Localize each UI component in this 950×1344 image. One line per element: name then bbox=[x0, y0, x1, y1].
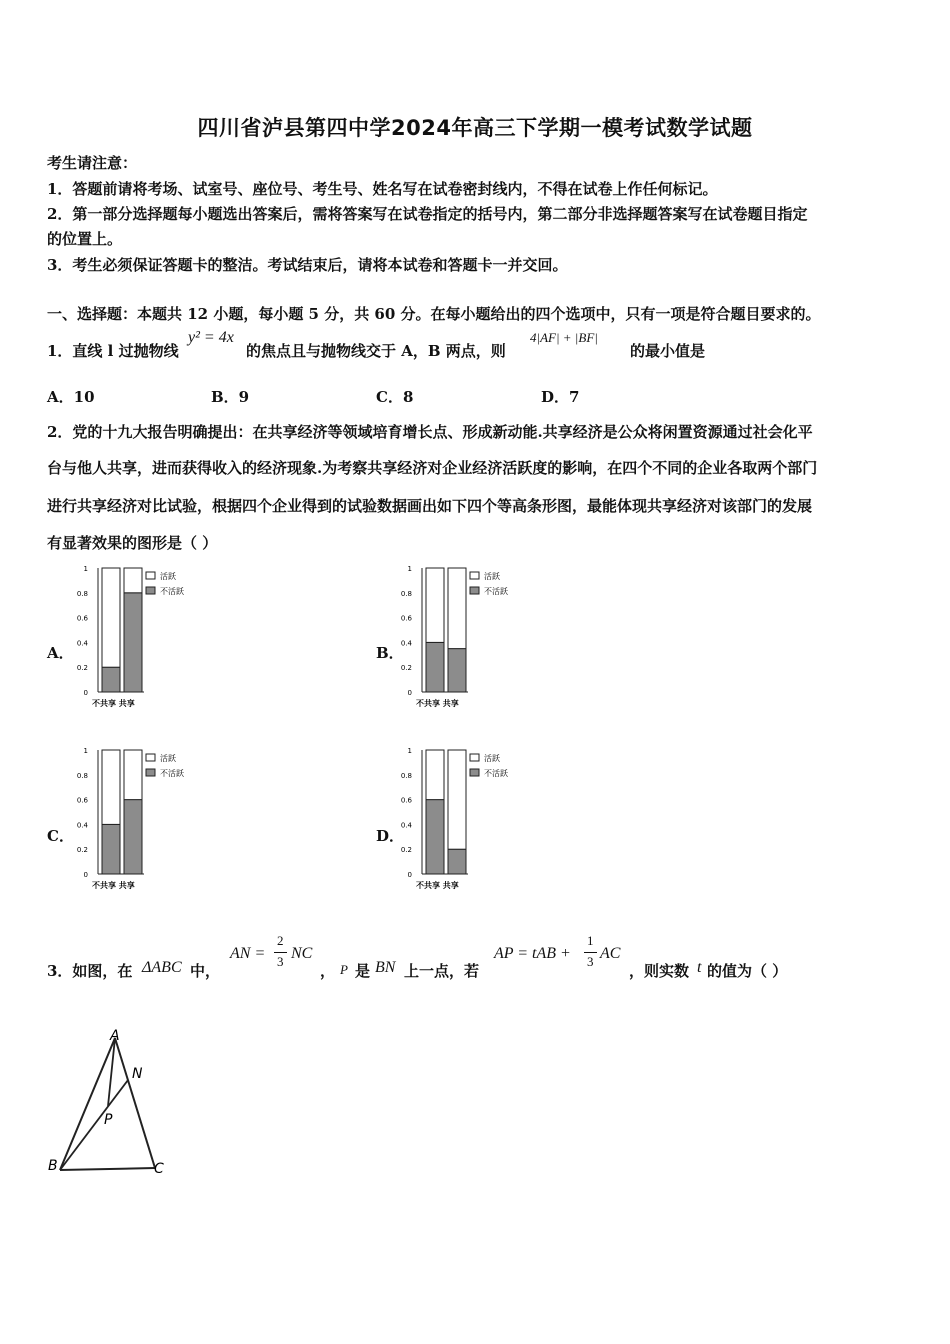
q3-segment-bn: BN bbox=[375, 959, 396, 976]
chart-a bbox=[76, 562, 230, 714]
bar-active bbox=[448, 750, 466, 849]
q1-suffix: 的最小值是 bbox=[630, 342, 706, 360]
y-tick-label: 0.6 bbox=[400, 614, 412, 623]
bar-inactive bbox=[448, 849, 466, 874]
label-n: N bbox=[132, 1066, 143, 1082]
q1-middle: 的焦点且与抛物线交于 A，B 两点，则 bbox=[246, 342, 506, 360]
chart-c bbox=[76, 744, 230, 896]
bar-active bbox=[124, 750, 142, 800]
y-tick-label: 0 bbox=[407, 689, 412, 697]
legend-label-inactive: 不活跃 bbox=[484, 769, 508, 778]
label-c: C bbox=[154, 1161, 164, 1177]
q3-formula1-fraction-bar bbox=[274, 952, 287, 953]
legend-label-active: 活跃 bbox=[160, 572, 176, 581]
y-tick-label: 1 bbox=[407, 565, 412, 573]
q3-triangle: ΔABC bbox=[142, 959, 182, 976]
edge-bc bbox=[60, 1168, 155, 1170]
legend-label-active: 活跃 bbox=[484, 572, 500, 581]
bar-inactive bbox=[426, 800, 444, 874]
label-b: B bbox=[48, 1158, 58, 1174]
bar-active bbox=[448, 568, 466, 649]
y-tick-label: 0.2 bbox=[400, 846, 412, 855]
q2-option-b-label: B． bbox=[376, 644, 404, 662]
legend-label-active: 活跃 bbox=[160, 754, 176, 763]
q1-option-d: D．7 bbox=[541, 388, 580, 406]
q3-formula1-denominator: 3 bbox=[277, 954, 284, 969]
q1-parabola-formula: y² = 4x bbox=[188, 329, 234, 346]
q1-option-b: B．9 bbox=[211, 388, 250, 406]
y-tick-label: 1 bbox=[83, 565, 88, 573]
y-tick-label: 0.2 bbox=[400, 664, 412, 673]
q3-prefix: 3．如图，在 bbox=[47, 962, 133, 980]
legend-swatch-active bbox=[470, 754, 479, 761]
edge-ab bbox=[60, 1038, 115, 1170]
q3-suffix-a: ，则实数 bbox=[629, 962, 690, 980]
q1-prefix: 1．直线 l 过抛物线 bbox=[47, 342, 179, 360]
q2-option-a-label: A． bbox=[47, 644, 74, 662]
q3-formula1-lhs: AN = bbox=[230, 945, 266, 962]
y-tick-label: 0.6 bbox=[76, 614, 88, 623]
q2-line-3: 进行共享经济对比试验，根据四个企业得到的试验数据画出如下四个等高条形图，最能体现共享经济对该部门的发展 bbox=[47, 497, 813, 515]
q3-formula2-rhs: AC bbox=[600, 945, 621, 962]
q3-point-p: P bbox=[340, 962, 348, 977]
legend-swatch-active bbox=[470, 572, 479, 579]
q2-line-1: 2．党的十九大报告明确提出：在共享经济等领域培育增长点、形成新动能.共享经济是公众将闲置资源通过社会化平 bbox=[47, 423, 813, 441]
q3-formula2-lhs: AP = tAB + bbox=[494, 945, 571, 962]
y-tick-label: 0 bbox=[407, 871, 412, 879]
bar-inactive bbox=[448, 649, 466, 692]
label-p: P bbox=[104, 1112, 113, 1128]
q2-option-c-label: C． bbox=[47, 827, 74, 845]
y-tick-label: 1 bbox=[407, 747, 412, 755]
legend-label-inactive: 不活跃 bbox=[160, 587, 184, 596]
y-tick-label: 1 bbox=[83, 747, 88, 755]
q3-formula2-fraction-bar bbox=[584, 952, 597, 953]
q3-middle: 上一点，若 bbox=[404, 962, 480, 980]
x-category-labels: 不共享 共享 bbox=[92, 699, 135, 708]
bar-inactive bbox=[124, 593, 142, 692]
legend-swatch-inactive bbox=[470, 769, 479, 776]
q3-formula2-numerator: 1 bbox=[587, 933, 594, 948]
y-tick-label: 0.2 bbox=[76, 664, 88, 673]
legend-swatch-inactive bbox=[146, 769, 155, 776]
notice-item-3: 3．考生必须保证答题卡的整洁。考试结束后，请将本试卷和答题卡一并交回。 bbox=[47, 256, 568, 274]
edge-ac bbox=[115, 1038, 155, 1168]
bar-active bbox=[102, 568, 120, 667]
q3-comma: ， bbox=[320, 962, 336, 980]
bar-active bbox=[102, 750, 120, 824]
y-tick-label: 0.8 bbox=[76, 589, 88, 598]
y-tick-label: 0.8 bbox=[400, 589, 412, 598]
q3-formula1-numerator: 2 bbox=[277, 933, 284, 948]
q3-suffix-b: 的值为（ ） bbox=[707, 962, 788, 980]
chart-d bbox=[400, 744, 554, 896]
x-category-labels: 不共享 共享 bbox=[416, 699, 459, 708]
y-tick-label: 0.8 bbox=[76, 771, 88, 780]
legend-label-inactive: 不活跃 bbox=[160, 769, 184, 778]
y-tick-label: 0 bbox=[83, 689, 88, 697]
q3-var-t: t bbox=[697, 959, 702, 976]
x-category-labels: 不共享 共享 bbox=[416, 881, 459, 890]
notice-heading: 考生请注意： bbox=[47, 154, 138, 172]
q1-option-c: C．8 bbox=[376, 388, 414, 406]
bar-active bbox=[426, 750, 444, 800]
q2-option-d-label: D． bbox=[376, 827, 405, 845]
q2-line-2: 台与他人共享，进而获得收入的经济现象.为考察共享经济对企业经济活跃度的影响，在四个不同的企业各取两个部门 bbox=[47, 459, 818, 477]
bar-active bbox=[426, 568, 444, 642]
bar-active bbox=[124, 568, 142, 593]
legend-label-inactive: 不活跃 bbox=[484, 587, 508, 596]
bar-inactive bbox=[102, 824, 120, 874]
y-tick-label: 0.4 bbox=[400, 639, 412, 648]
q1-option-a: A．10 bbox=[47, 388, 95, 406]
y-tick-label: 0.6 bbox=[400, 796, 412, 805]
q2-line-4: 有显著效果的图形是（ ） bbox=[47, 534, 218, 552]
bar-inactive bbox=[102, 667, 120, 692]
q1-expr-formula: 4|AF| + |BF| bbox=[530, 330, 598, 345]
q3-formula2-denominator: 3 bbox=[587, 954, 594, 969]
y-tick-label: 0.6 bbox=[76, 796, 88, 805]
q3-shi: 是 bbox=[355, 962, 371, 980]
y-tick-label: 0.4 bbox=[76, 639, 88, 648]
legend-label-active: 活跃 bbox=[484, 754, 500, 763]
segment-bn bbox=[60, 1080, 128, 1170]
legend-swatch-active bbox=[146, 572, 155, 579]
label-a: A bbox=[110, 1028, 120, 1044]
triangle-figure bbox=[40, 1020, 190, 1185]
notice-item-2: 2．第一部分选择题每小题选出答案后，需将答案写在试卷指定的括号内，第二部分非选择题答案写在试卷题目指定 bbox=[47, 205, 808, 223]
q3-zhong: 中， bbox=[190, 962, 221, 980]
notice-item-2-cont: 的位置上。 bbox=[47, 230, 123, 248]
legend-swatch-active bbox=[146, 754, 155, 761]
x-category-labels: 不共享 共享 bbox=[92, 881, 135, 890]
y-tick-label: 0.2 bbox=[76, 846, 88, 855]
legend-swatch-inactive bbox=[470, 587, 479, 594]
legend-swatch-inactive bbox=[146, 587, 155, 594]
section-heading: 一、选择题：本题共 12 小题，每小题 5 分，共 60 分。在每小题给出的四个选项中，只有一项是符合题目要求的。 bbox=[47, 305, 821, 323]
q3-formula1-rhs: NC bbox=[291, 945, 313, 962]
page-title: 四川省泸县第四中学2024年高三下学期一模考试数学试题 bbox=[197, 116, 753, 140]
bar-inactive bbox=[124, 800, 142, 874]
bar-inactive bbox=[426, 642, 444, 692]
notice-item-1: 1．答题前请将考场、试室号、座位号、考生号、姓名写在试卷密封线内，不得在试卷上作任何标记。 bbox=[47, 180, 718, 198]
y-tick-label: 0.4 bbox=[400, 821, 412, 830]
y-tick-label: 0 bbox=[83, 871, 88, 879]
y-tick-label: 0.8 bbox=[400, 771, 412, 780]
y-tick-label: 0.4 bbox=[76, 821, 88, 830]
chart-b bbox=[400, 562, 554, 714]
